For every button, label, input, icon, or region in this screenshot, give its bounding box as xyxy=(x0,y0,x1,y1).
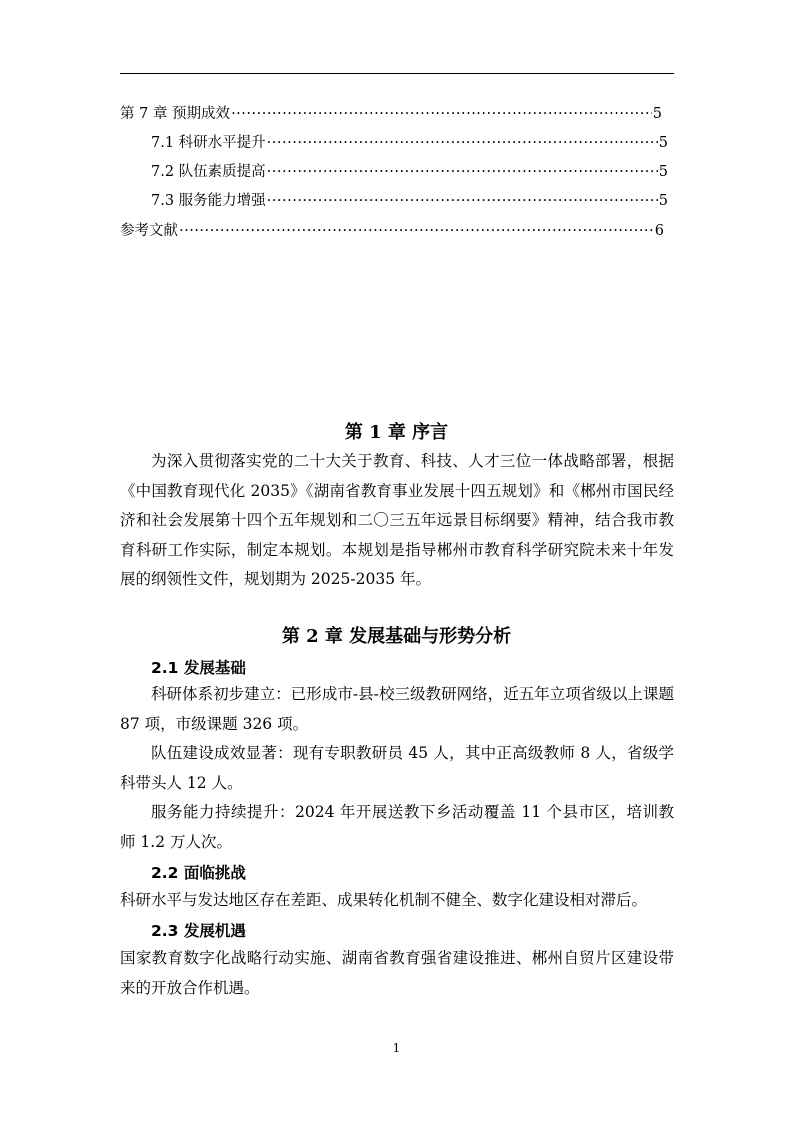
toc-leader-dots xyxy=(267,191,658,211)
section-2-1-paragraph-1: 科研体系初步建立：已形成市-县-校三级教研网络，近五年立项省级以上课题 87 项，市级课题 326 项。 xyxy=(120,685,674,733)
toc-entry-page: 5 xyxy=(652,106,662,122)
toc-leader-dots xyxy=(267,133,658,153)
section-2-2-title: 2.2 面临挑战 xyxy=(151,864,246,882)
toc-entry-ch7[interactable] xyxy=(120,104,662,124)
toc-entry-page: 5 xyxy=(658,193,668,209)
section-2-1-paragraph-2: 队伍建设成效显著：现有专职教研员 45 人，其中正高级教师 8 人，省级学科带头人 12 人。 xyxy=(120,744,674,792)
section-2-2-paragraph: 科研水平与发达地区存在差距、成果转化机制不健全、数字化建设相对滞后。 xyxy=(120,891,648,909)
toc-entry-title: 7.3 服务能力增强 xyxy=(151,193,266,209)
toc-leader-dots xyxy=(231,104,652,124)
chapter-1-title: 第 1 章 序言 xyxy=(344,422,449,443)
toc-entry-title: 第 7 章 预期成效 xyxy=(120,106,231,122)
toc-entry-page: 6 xyxy=(654,223,664,239)
toc-leader-dots xyxy=(267,162,658,182)
chapter-1-body: 为深入贯彻落实党的二十大关于教育、科技、人才三位一体战略部署，根据《中国教育现代化 2035》《湖南省教育事业发展十四五规划》和《郴州市国民经济和社会发展第十四个五年规划和二〇三五年远景目标纲要》精神，结合我市教育科研工作实际，制定本规划。本规划是指导郴州市教育科学研究院未来十年发展的纲领性文件，规划期为 2025-2035 年。 xyxy=(120,452,674,588)
section-2-1-paragraph-3: 服务能力持续提升：2024 年开展送教下乡活动覆盖 11 个县市区，培训教师 1.2 万人次。 xyxy=(120,803,674,851)
page-number: 1 xyxy=(392,1041,401,1055)
toc-entry-title: 7.1 科研水平提升 xyxy=(151,135,266,151)
toc-entry-page: 5 xyxy=(658,135,668,151)
toc-entry-title: 7.2 队伍素质提高 xyxy=(151,164,266,180)
toc-entry-7-1[interactable] xyxy=(151,133,668,153)
toc-leader-dots xyxy=(179,221,654,241)
header-rule xyxy=(120,73,674,74)
toc-entry-7-3[interactable] xyxy=(151,191,668,211)
section-2-1-title: 2.1 发展基础 xyxy=(151,659,246,677)
section-2-3-paragraph: 国家教育数字化战略行动实施、湖南省教育强省建设推进、郴州自贸片区建设带来的开放合作机遇。 xyxy=(120,949,674,997)
toc-entry-page: 5 xyxy=(658,164,668,180)
toc-entry-title: 参考文献 xyxy=(120,223,178,239)
toc-entry-7-2[interactable] xyxy=(151,162,668,182)
chapter-2-title: 第 2 章 发展基础与形势分析 xyxy=(281,626,512,647)
section-2-3-title: 2.3 发展机遇 xyxy=(151,922,246,940)
toc-entry-references[interactable] xyxy=(120,221,664,241)
